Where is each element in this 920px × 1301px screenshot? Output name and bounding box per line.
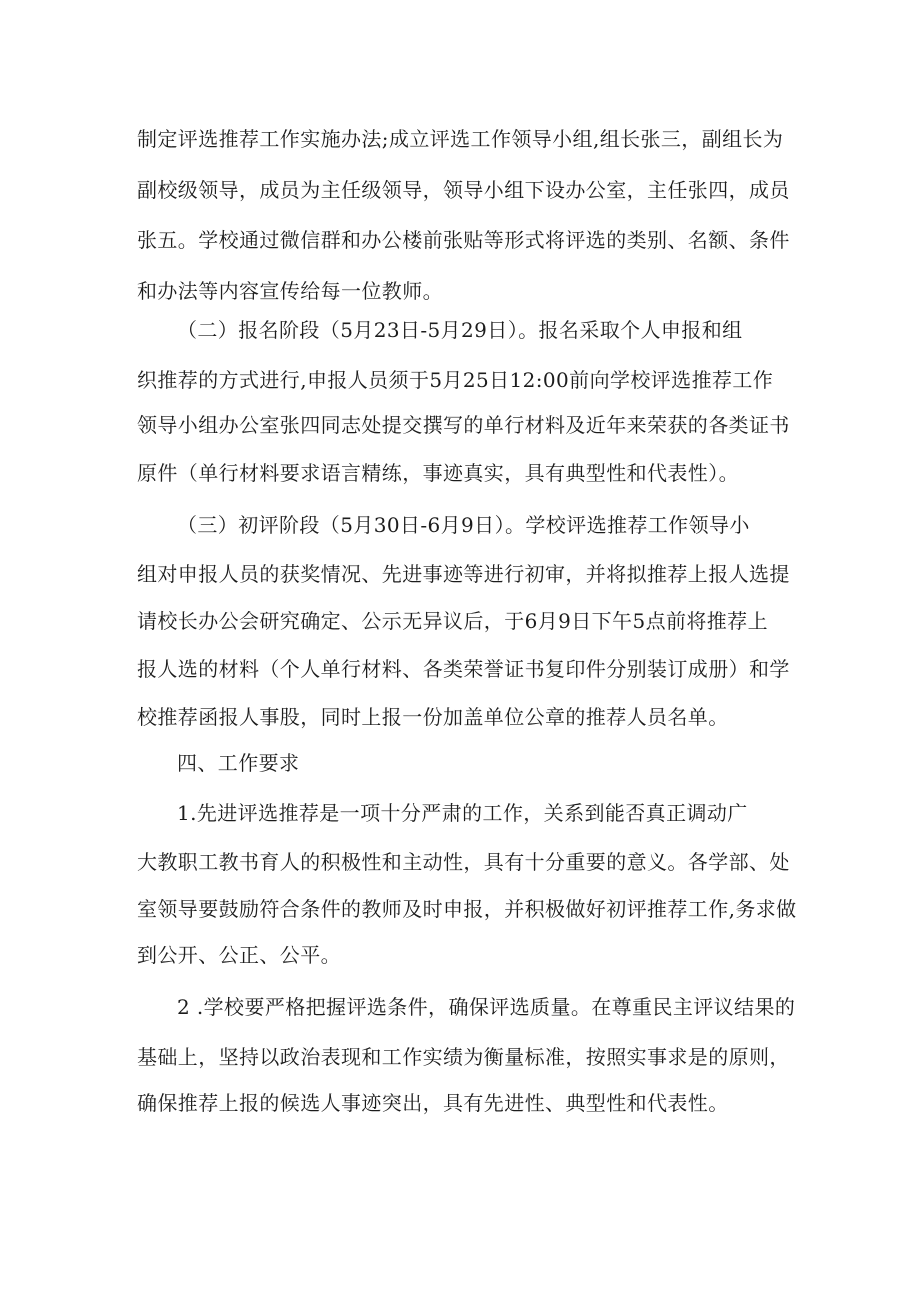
text-line: 副校级领导，成员为主任级领导，领导小组下设办公室，主任张四，成员: [137, 178, 790, 202]
text-line: 张五。学校通过微信群和办公楼前张贴等形式将评选的类别、名额、条件: [137, 228, 790, 252]
text-line: 大教职工教书育人的积极性和主动性，具有十分重要的意义。各学部、处: [137, 850, 790, 874]
text-line: 报人选的材料（个人单行材料、各类荣誉证书复印件分别装订成册）和学: [137, 657, 790, 681]
text-line: （二）报名阶段（5月23日-5月29日）。报名采取个人申报和组: [177, 318, 743, 342]
text-line: 基础上，坚持以政治表现和工作实绩为衡量标准，按照实事求是的原则，: [137, 1045, 790, 1069]
text-line: 织推荐的方式进行,申报人员须于5月25日12:00前向学校评选推荐工作: [137, 368, 774, 392]
text-line: 确保推荐上报的候选人事迹突出，具有先进性、典型性和代表性。: [137, 1091, 729, 1115]
text-line: 校推荐函报人事股，同时上报一份加盖单位公章的推荐人员名单。: [137, 705, 729, 729]
text-line: 原件（单行材料要求语言精练，事迹真实，具有典型性和代表性）。: [137, 461, 739, 485]
text-line: 和办法等内容宣传给每一位教师。: [137, 279, 443, 303]
text-line: 2 .学校要严格把握评选条件，确保评选质量。在尊重民主评议结果的: [177, 995, 796, 1019]
section-heading: 四、工作要求: [177, 751, 300, 775]
text-line: （三）初评阶段（5月30日-6月9日）。学校评选推荐工作领导小: [177, 513, 750, 537]
text-line: 到公开、公正、公平。: [137, 943, 341, 967]
text-line: 请校长办公会研究确定、公示无异议后，于6月9日下午5点前将推荐上: [137, 609, 768, 633]
text-line: 室领导要鼓励符合条件的教师及时申报，并积极做好初评推荐工作,务求做: [137, 897, 797, 921]
text-line: 1.先进评选推荐是一项十分严肃的工作，关系到能否真正调动广: [177, 801, 748, 825]
text-line: 制定评选推荐工作实施办法;成立评选工作领导小组,组长张三，副组长为: [137, 127, 784, 151]
text-line: 组对申报人员的获奖情况、先进事迹等进行初审，并将拟推荐上报人选提: [137, 562, 790, 586]
text-line: 领导小组办公室张四同志处提交撰写的单行材料及近年来荣获的各类证书: [137, 413, 790, 437]
